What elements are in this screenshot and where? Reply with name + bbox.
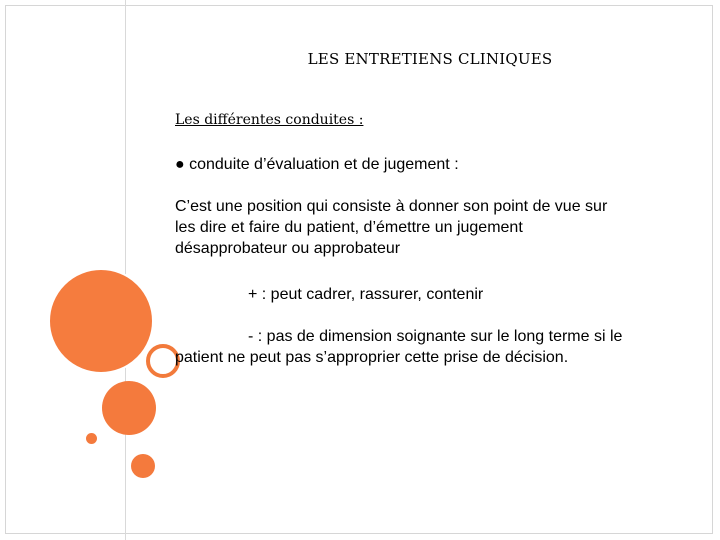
decorative-vertical-line bbox=[125, 0, 126, 540]
minus-point bbox=[175, 326, 622, 368]
minus-line: patient ne peut pas s’approprier cette prise de décision. bbox=[175, 349, 569, 366]
paragraph-line: C’est une position qui consiste à donner son point de vue sur bbox=[175, 198, 608, 215]
paragraph-line: désapprobateur ou approbateur bbox=[175, 240, 401, 257]
plus-point: + : peut cadrer, rassurer, contenir bbox=[248, 286, 484, 303]
decorative-circle-small bbox=[131, 454, 155, 478]
decorative-circle-large bbox=[48, 268, 154, 374]
decorative-circle-medium bbox=[102, 381, 156, 435]
decorative-circle-tiny bbox=[86, 433, 97, 444]
bullet-heading: ● conduite d’évaluation et de jugement : bbox=[175, 156, 459, 173]
description-paragraph bbox=[175, 196, 607, 259]
minus-line: - : pas de dimension soignante sur le long terme si le bbox=[248, 328, 623, 345]
paragraph-line: les dire et faire du patient, d’émettre un jugement bbox=[175, 219, 523, 236]
section-subtitle: Les différentes conduites : bbox=[175, 112, 364, 128]
slide-title: LES ENTRETIENS CLINIQUES bbox=[307, 50, 553, 68]
